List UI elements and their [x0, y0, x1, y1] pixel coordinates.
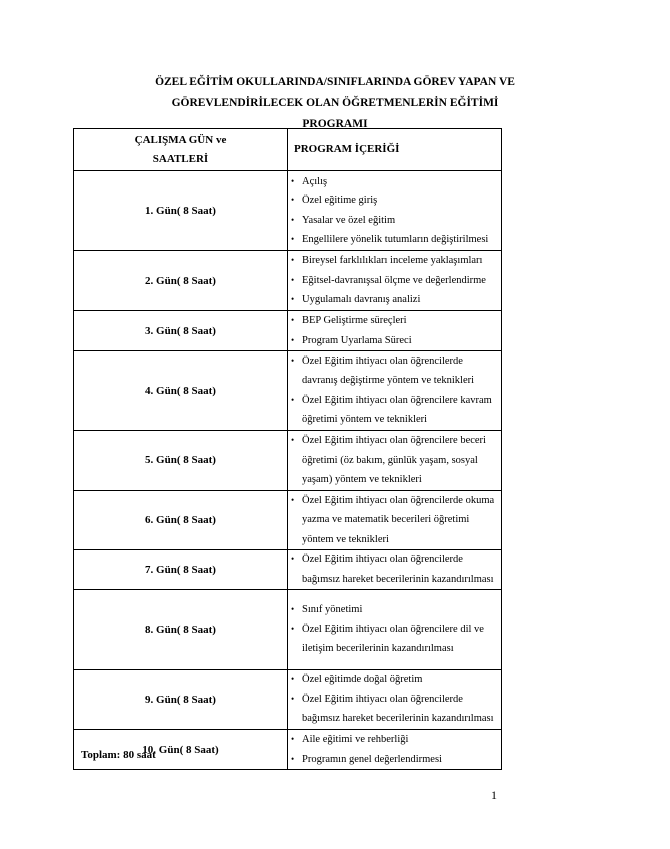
list-item: [288, 271, 501, 291]
bullet-icon: •: [291, 734, 295, 744]
content-cell: [288, 311, 502, 351]
program-table: [73, 128, 502, 770]
list-item: [288, 491, 501, 550]
day-cell: 6. Gün( 8 Saat): [74, 490, 288, 550]
content-cell: [288, 171, 502, 251]
day-cell: 4. Gün( 8 Saat): [74, 351, 288, 431]
day-cell: 3. Gün( 8 Saat): [74, 311, 288, 351]
bullet-icon: •: [291, 274, 295, 285]
list-item-text: Engellilere yönelik tutumların değiştirilmesi: [302, 234, 489, 245]
list-item: [288, 230, 501, 250]
table-row: [74, 351, 502, 431]
content-list: [288, 172, 501, 250]
table-row: [74, 311, 502, 351]
header-days-line-1: ÇALIŞMA GÜN ve: [134, 133, 227, 146]
day-cell: 10. Gün( 8 Saat): [74, 730, 288, 770]
list-item-text: Sınıf yönetimi: [302, 604, 363, 616]
day-cell: 1. Gün( 8 Saat): [74, 171, 288, 251]
list-item-text: Özel Eğitim ihtiyacı olan öğrencilere beceri öğretimi (öz bakım, günlük yaşam, sosyal yaşam) yöntem ve teknikleri: [302, 435, 486, 485]
list-item-text: Açılış: [302, 175, 328, 187]
list-item: [288, 730, 501, 750]
bullet-icon: •: [291, 674, 295, 685]
content-list: [288, 311, 501, 350]
list-item-text: Özel eğitime giriş: [302, 195, 378, 206]
content-cell: [288, 550, 502, 590]
title-line-3: PROGRAMI: [302, 118, 368, 130]
list-item-text: Program Uyarlama Süreci: [302, 334, 412, 346]
list-item: [288, 331, 501, 351]
bullet-icon: •: [291, 315, 295, 325]
list-item-text: Yasalar ve özel eğitim: [302, 214, 396, 226]
bullet-icon: •: [291, 394, 295, 405]
list-item: [288, 251, 501, 271]
day-cell: 5. Gün( 8 Saat): [74, 431, 288, 491]
list-item-text: Özel Eğitim ihtiyacı olan öğrencilerde davranış değiştirme yöntem ve teknikleri: [302, 355, 475, 386]
list-item: [288, 600, 501, 620]
header-days-line-2: SAATLERİ: [152, 152, 209, 165]
bullet-icon: •: [291, 294, 295, 305]
list-item-text: Bireysel farklılıkları inceleme yaklaşımları: [302, 255, 483, 267]
list-item: [288, 750, 501, 770]
document-title: [0, 72, 670, 135]
bullet-icon: •: [291, 693, 295, 704]
table-row: [74, 431, 502, 491]
list-item: [288, 391, 501, 430]
content-list: [288, 600, 501, 659]
bullet-icon: •: [291, 214, 295, 225]
header-days: [74, 129, 288, 171]
table-row: [74, 251, 502, 311]
table-row: [74, 171, 502, 251]
page-number: 1: [491, 788, 497, 802]
list-item-text: Özel Eğitim ihtiyacı olan öğrencilerde bağımsız hareket becerilerinin kazandırılması: [302, 554, 494, 585]
list-item: [288, 311, 501, 331]
content-cell: [288, 730, 502, 770]
bullet-icon: •: [291, 175, 295, 186]
header-content: PROGRAM İÇERİĞİ: [288, 129, 502, 171]
table-row: [74, 550, 502, 590]
list-item: [288, 290, 501, 310]
list-item-text: Özel Eğitim ihtiyacı olan öğrencilere kavram öğretimi yöntem ve teknikleri: [302, 394, 492, 425]
list-item-text: Uygulamalı davranış analizi: [302, 294, 421, 306]
content-list: [288, 491, 501, 550]
list-item-text: Programın genel değerlendirmesi: [302, 753, 442, 765]
bullet-icon: •: [291, 753, 295, 764]
list-item-text: Özel Eğitim ihtiyacı olan öğrencilere dil ve iletişim becerilerinin kazandırılması: [302, 623, 484, 655]
content-cell: [288, 490, 502, 550]
list-item-text: Özel Eğitim ihtiyacı olan öğrencilerde bağımsız hareket becerilerinin kazandırılması: [302, 693, 494, 725]
list-item-text: Özel Eğitim ihtiyacı olan öğrencilerde okuma yazma ve matematik becerileri öğretimi yöntem ve teknikleri: [302, 494, 495, 545]
content-cell: [288, 590, 502, 670]
day-cell: 9. Gün( 8 Saat): [74, 670, 288, 730]
list-item: [288, 352, 501, 391]
content-list: [288, 670, 501, 729]
bullet-icon: •: [291, 604, 295, 615]
list-item: [288, 670, 501, 690]
title-line-2: GÖREVLENDİRİLECEK OLAN ÖĞRETMENLERİN EĞİTİMİ: [171, 97, 499, 109]
bullet-icon: •: [291, 554, 295, 564]
bullet-icon: •: [291, 334, 295, 345]
list-item: [288, 690, 501, 729]
list-item: [288, 191, 501, 211]
list-item: [288, 211, 501, 231]
list-item: [288, 620, 501, 659]
bullet-icon: •: [291, 195, 295, 205]
bullet-icon: •: [291, 234, 295, 244]
total-hours: Toplam: 80 saat: [81, 749, 156, 761]
list-item: [288, 431, 501, 490]
table-row: [74, 590, 502, 670]
table-row: [74, 670, 502, 730]
bullet-icon: •: [291, 355, 295, 366]
list-item-text: BEP Geliştirme süreçleri: [302, 315, 407, 326]
day-cell: 8. Gün( 8 Saat): [74, 590, 288, 670]
bullet-icon: •: [291, 255, 295, 266]
content-list: [288, 251, 501, 310]
list-item: [288, 550, 501, 589]
table-row: [74, 490, 502, 550]
day-cell: 7. Gün( 8 Saat): [74, 550, 288, 590]
title-line-1: ÖZEL EĞİTİM OKULLARINDA/SINIFLARINDA GÖREV YAPAN VE: [155, 76, 515, 88]
day-cell: 2. Gün( 8 Saat): [74, 251, 288, 311]
content-cell: [288, 431, 502, 491]
bullet-icon: •: [291, 494, 295, 505]
list-item-text: Aile eğitimi ve rehberliği: [302, 734, 409, 745]
content-list: [288, 730, 501, 769]
bullet-icon: •: [291, 623, 295, 634]
list-item-text: Eğitsel-davranışsal ölçme ve değerlendirme: [302, 274, 486, 286]
content-cell: [288, 251, 502, 311]
content-list: [288, 550, 501, 589]
list-item: [288, 172, 501, 192]
content-cell: [288, 670, 502, 730]
table-header-row: [74, 129, 502, 171]
list-item-text: Özel eğitimde doğal öğretim: [302, 674, 423, 686]
bullet-icon: •: [291, 435, 295, 445]
content-list: [288, 431, 501, 490]
content-list: [288, 352, 501, 430]
content-cell: [288, 351, 502, 431]
